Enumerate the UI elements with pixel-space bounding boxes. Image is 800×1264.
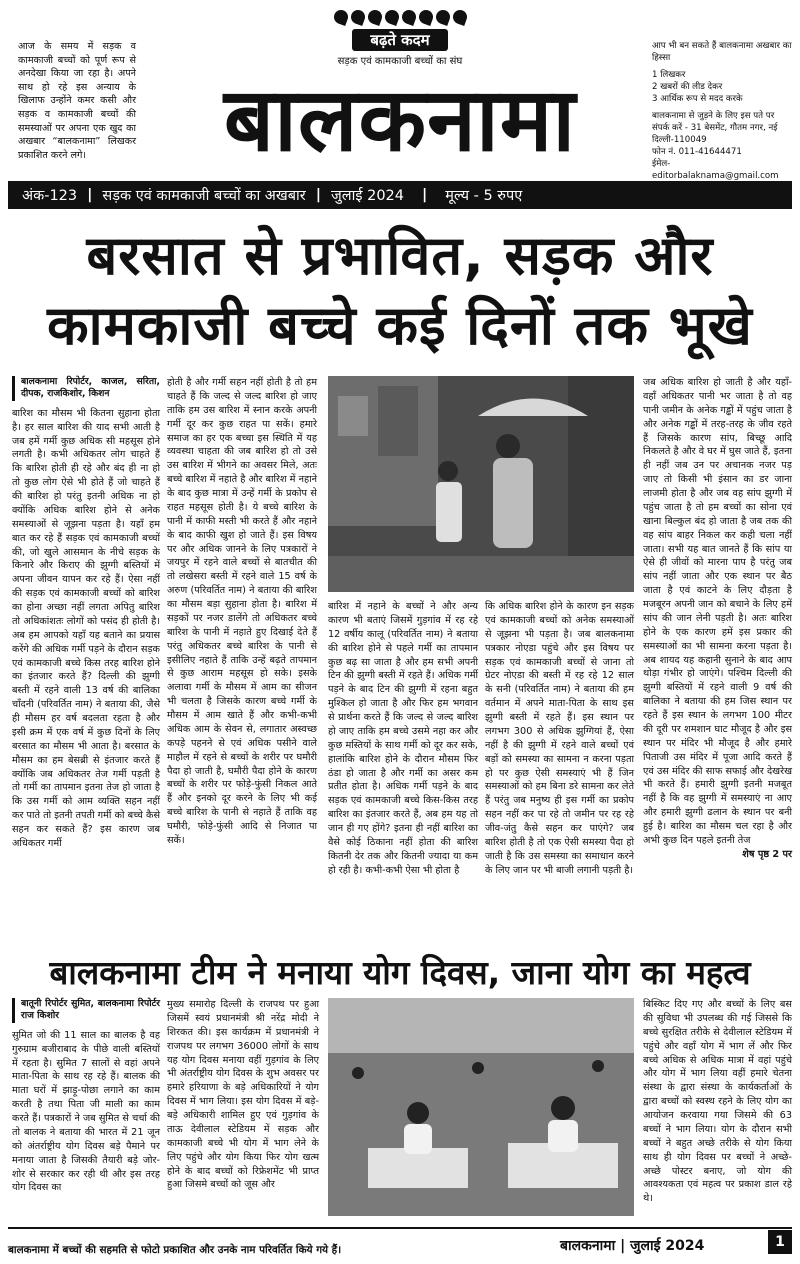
yoga-group-photo — [328, 998, 634, 1216]
story1-col-1 — [12, 376, 160, 851]
continued-note: शेष पृष्ठ 2 पर — [742, 848, 792, 860]
footer-rule — [8, 1227, 792, 1229]
story2-col-1 — [12, 998, 160, 1195]
join-item: 2 खबरों की लीड देकर — [652, 82, 723, 93]
logo-tagline: सड़क एवं कामकाजी बच्चों का संघ — [337, 56, 463, 67]
yoga-headline: बालकनामा टीम ने मनाया योग दिवस, जाना योग का महत्व — [49, 953, 751, 992]
footer-paper: बालकनामा | जुलाई 2024 — [560, 1238, 705, 1254]
story1-text: जब अधिक बारिश हो जाती है और यहाँ-वहाँ अधिकतर पानी भर जाता है तो वह पानी जमीन के अनेक गड्ढों में पहुंच जाता है और अनेक गड्ढों में तरह-तरह के जीव रहते हैं जिसके कारण सांप, बिच्छू आदि निकलते है और वे घर में घुस जाते हैं, इतना ही नहीं जब उन पर अचानक नजर पड़ जाए तो किसी भी इंसान का डर जाना लाजमी होता है और जब वह सांप झुग्गी में पहुंच जाता है तो हम बच्चों का सोना एवं खाना बिल्कुल बंद हो जाता है जब तक की वह सांप बाहर निकल कर कही चला नहीं जाता। सभी यह बात जानते हैं कि सांप या ऐसे ही जीवों को मारना पाप है परंतु जब सांप नहीं जाता और एक स्थान पर बैठ जाता है एवं काटने के लिए दौड़ता है मजबूरन अपनी जान को बचाने के लिए हमें सांप की जान लेनी पड़ती है। अतः बारिश होने के एक कारण हमें इस प्रकार की समस्याओं का भी सामना करना पड़ता है। अब शायद यह कहानी सुनाने के बाद आप थोड़ा गंभीर हो जाएंगे। पश्चिम दिल्ली की झुग्गी बस्तियों में रहने वाली 9 वर्ष की बालिका ने बताया की हम जिस स्थान पर रहते हैं इस स्थान के लगभग 100 मीटर की दूरी पर शमशान घाट मौजूद है और इस स्थान पर मंदिर भी मौजूद है और हमारे पिताजी उस मंदिर में पूजा आदि करते हैं एवं उस मंदिर की साफ सफाई और देखरेख भी करते हैं। हमारी झुग्गी इतनी मजबूत नहीं है कि वह झुग्गी में समस्याएं ना आए और हमारी झुग्गी ढलान के स्थान पर बनी हुई है। बारिश का मौसम चल रहा है और अभी कुछ दिन पहले इतनी तेज — [643, 377, 792, 846]
story1-text: बारिश का मौसम भी कितना सुहाना होता है। हर साल बारिश की याद सभी आती है जब हमें गर्मी कुछ अधिक सी महसूस होने लगती है। कभी अधिकतर लोग चाहते हैं कि बारिश होती ही रहे और बंद ही ना हो तो कुछ लोग ऐसे भी होते हैं जो चाहते हैं की बारिश हो परंतु इतनी अधिक ना हो क्योंकि अधिक बारिश होने से अनेक समस्याओं से जूझना पड़ता है। यहाँ हम बात कर रहे हैं सड़क एवं कामकाजी बच्चों की, जो खुले आसमान के नीचे सड़क के किनारे और किराए की झुग्गी बस्तियों में अपना जीवन यापन कर रहे हैं। ऐसा नहीं की सड़क एवं कामकाजी बच्चों को बारिश का होना अच्छा नहीं लगता अपितु बारिश तो अधिकांशतः लोगों को पसंद ही होती है। अब हम आपको यहाँ यह बताने का प्रयास करेंगे की अधिक गर्मी पड़ने के दौरान सड़क एवं कामकाजी बच्चे किस तरह बारिश होने का इंतजार करते हैं? दिल्ली की झुग्गी बस्ती में रहने वाली 13 वर्ष की बालिका चाँदनी (परिवर्तित नाम) ने बताया की, जैसे ही मौसम हर वर्ष बदलता रहता है और इसी क्रम में एक वर्ष में कुछ दिनों के लिए बरसात का मौसम भी आता है। बरसात के मौसम का हम बेसब्री से इंतजार करते हैं क्योंकि जब अधिकतर तेज गर्मी पड़ती है तो गर्मी का तापमान इतना तेज हो जाता है कि उस गर्मी को आम व्यक्ति सहन नहीं कर पाते तो इतनी तपती गर्मी को बच्चे कैसे सहन कर सकते हैं? इस कारण जब अधिकतर गर्मी — [12, 407, 160, 849]
yoga-photo — [328, 998, 634, 1216]
headline-line-1: बरसात से प्रभावित, सड़क और — [86, 224, 714, 287]
page-number: 1 — [768, 1230, 792, 1254]
contact-email: ईमेल- editorbalaknama@gmail.com — [652, 159, 779, 182]
story1-col-3: बारिश में नहाने के बच्चों ने और अन्य कारण भी बताएं जिसमें गुड़गांव में रह रहे 12 वर्षीय कालू (परिवर्तित नाम) ने बताया की बारिश होने से पहले गर्मी का तापमान कुछ बढ़ सा जाता है और हम सभी अपनी टिन की झुग्गी बस्ती में रहते हैं। अधिक गर्मी पड़ने के बाद टिन की झुग्गी में रहना बहुत मुश्किल हो जाता है और फिर हम भगवान से प्रार्थना करते हैं कि जल्द से जल्द बारिश हो जाए ताकि हम बच्चे उसमे नहा कर और कुछ मस्तियों के साथ गर्मी को दूर कर सके, हालांकि बारिश होने के दौरान मौसम फिर ठंडा हो जाता है और गर्मी का असर कम प्रतीत होता है। अधिक गर्मी पड़ने के बाद सड़क एवं कामकाजी बच्चे किस-किस तरह बारिश का इंतजार करते हैं, अब हम यह तो जान ही गए होंगे? इतना ही नहीं बारिश का वैसे कोई ठिकाना नहीं होता की बारिश कितनी देर तक और कितनी ज्यादा या कम हो रही है। कभी-कभी ऐसा भी होता है — [328, 601, 478, 876]
story2-col-2: मुख्य समारोह दिल्ली के राजपथ पर हुआ जिसमें स्वयं प्रधानमंत्री श्री नरेंद्र मोदी ने शिरकत की। इस कार्यक्रम में प्रधानमंत्री ने राजपथ पर लगभग 36000 लोगों के साथ यह योग दिवस मनाया वहीं गुड़गांव के लिए भी अंतर्राष्ट्रीय योग दिवस के शुभ अवसर पर हमारे हरियाणा के बड़े अधिकारियों ने योग दिवस में भाग लिया। इस योग दिवस में बड़े-बड़े अधिकारी शामिल हुए एवं गुड़गांव के ताऊ देवीलाल स्टेडियम में सड़क और कामकाजी बच्चे भी योग में भाग लेने के लिए पहुंचे और योग किया फिर योग खत्म होने के बाद बच्चों को रिफ्रेशमेंट भी प्राप्त हुआ जिसमे बच्चों को जूस और — [167, 999, 319, 1191]
footer-paper-name: बालकनामा — [560, 1238, 616, 1254]
birds-icon — [300, 10, 500, 28]
headline-line-2: कामकाजी बच्चे कई दिनों तक भूखे — [47, 294, 753, 357]
masthead-title: बालकनामा — [223, 68, 577, 171]
issue-number: अंक-123 — [22, 188, 78, 204]
story1-col-4: कि अधिक बारिश होने के कारण इन सड़क एवं कामकाजी बच्चों को अनेक समस्याओं से जूझना भी पड़ता है। जब बालकनामा पत्रकार नोएडा पहुंचे और इस विषय पर सड़क एवं कामकाजी बच्चों से जाना तो ग्रेटर नोएडा की बस्ती में रह रहे 12 साल के सनी (परिवर्तित नाम) ने बताया की हम वर्तमान में अपने माता-पिता के साथ इस झुग्गी बस्ती में रहते हैं। इस स्थान पर लगभग 300 से अधिक झुग्गियां हैं, ऐसा नहीं है की झुग्गी में रहने वाले बच्चों एवं बड़ों को समस्या का सामना न करना पड़ता हो पर कुछ ऐसी समस्याएं भी हैं जिन समस्याओं को हम बिना डरे सामना कर लेते हैं परंतु जब मनुष्य ही इस गर्मी का प्रकोप सहन नहीं कर पा रहे तो जमीन पर रह रहे जीव-जंतु कैसे सहन कर पाएंगे? जब बारिश होती है तो एक ऐसी समस्या पैदा हो जाती है कि उस समस्या का समाधान करने के लिए जान पर भी बाजी लगानी पड़ती है। — [485, 601, 634, 876]
story1-byline: बालकनामा रिपोर्टर, काजल, सरिता, दीपक, राजकिशोर, किशन — [12, 376, 160, 401]
footer-note: बालकनामा में बच्चों की सहमति से फोटो प्रकाशित और उनके नाम परिवर्तित किये गये हैं। — [8, 1244, 342, 1256]
rain-photo — [328, 376, 634, 592]
logo — [300, 10, 500, 70]
story1-col-5 — [643, 376, 792, 862]
story2-col-3: बिस्किट दिए गए और बच्चों के लिए बस की सुविधा भी उपलब्ध की गई जिससे कि बच्चे सुरक्षित तरीके से देवीलाल स्टेडियम में पहुंचे और वहाँ योग में भाग लें और फिर बच्चे अधिक से अधिक मात्रा में वहां पहुंचे और योग में भाग लिया वहीं हमारे चेतना संस्था के द्वारा संस्था के कार्यकर्ताओं के द्वारा बच्चों को स्वस्थ रहने के लिए योग का आयोजन करवाया गया जिसमे की 63 बच्चों ने भाग लिया। योग के दौरान सभी बच्चों ने बहुत अच्छे तरीके से योग किया साथ ही योग दिवस पर बच्चों ने अच्छे-अच्छे पोस्टर बनाए, जो योग की आवश्यकता एवं महत्व पर प्रकाश डाल रहे थे। — [643, 999, 792, 1205]
issue-strip: अंक-123 | सड़क एवं कामकाजी बच्चों का अखबार | जुलाई 2024 | मूल्य - 5 रुपए — [8, 181, 792, 209]
join-box — [652, 40, 794, 182]
join-item: 3 आर्थिक रूप से मदद करके — [652, 94, 743, 105]
logo-name: बढ़ते कदम — [352, 29, 447, 51]
paper-tagline: सड़क एवं कामकाजी बच्चों का अखबार — [102, 188, 306, 204]
contact-phone: फोन नं. 011-41644471 — [652, 147, 742, 158]
children-umbrella-photo — [328, 376, 634, 592]
contact-address: बालकनामा से जुड़ने के लिए इस पते पर संपर्क करें - 31 बेसमेंट, गौतम नगर, नई दिल्ली-110049 — [652, 111, 778, 146]
intro-box: आज के समय में सड़क व कामकाजी बच्चों को पूर्ण रूप से अनदेखा किया जा रहा है। अपने साथ हो रहे इस अन्याय के खिलाफ उन्होंने कमर कसी और सड़क व कामकाजी बच्चों की समस्याओं पर अपना एक खुद का अखबार “बालकनामा” लिखकर प्रकाशित करने लगे। — [18, 41, 136, 161]
footer-date: जुलाई 2024 — [630, 1238, 705, 1254]
issue-date: जुलाई 2024 — [331, 188, 404, 204]
story1-col-2: होती है और गर्मी सहन नहीं होती है तो हम चाहते हैं कि जल्द से जल्द बारिश हो जाए ताकि हम उस बारिश में स्नान करके अपनी गर्मी दूर कर कुछ राहत पा सकें। हमारे समाज का हर एक बच्चा इस स्थिति में यह व्यवस्था चाहता की जब बारिश हो तो उसे उस बारिश में भीगने का अवसर मिले, अतः बच्चे बारिश में नहाते है और बारिश में नहाने के बाद कुछ मात्रा में उन्हें गर्मी के प्रकोप से राहत महसूस होती है। ये बच्चे बारिश के पानी में काफी मस्ती भी करते हैं और नहाने के बाद काफी खुश हो जाते हैं। इस विषय पर और अधिक जानने के लिए पत्रकारों ने जयपुर में रहने वाले बच्चों से बातचीत की तो लखेसरा बस्ती में रहने वाले 15 वर्ष के अरुण (परिवर्तित नाम) ने बताया की बारिश का मौसम बड़ा सुहाना होता है। बारिश में सड़कों पर नजर डालेंगे तो अधिकतर बच्चे बारिश के पानी में नहाते हुए दिखाई देते हैं परंतु अधिकतर बच्चे बारिश के पानी से इसीलिए नहाते हैं ताकि उन्हें बढ़ते तापमान से कुछ आराम महसूस हो सके। इसके अलावा गर्मी के मौसम में आम का सीजन भी चलता है जिसके कारण बच्चे गर्मी के मौसम में आम खाते हैं और कभी-कभी अधिक आम के सेवन से, लगातार अस्वच्छ कपड़े पहनने से एवं अधिक पसीने वाले माहौल में रहने से बच्चों के शरीर पर घमौरी पैदा हो जाती है, घमौरी पैदा होने के कारण बच्चों के शरीर पर फोड़े-फुंसी निकल आते हैं और इनको दूर करने के लिए भी कई बच्चे बारिश के पानी से नहाते हैं ताकि वह घमौरी, फोड़े-फुंसी आदि से निजात पा सकें। — [167, 377, 317, 846]
story2-byline: बातूनी रिपोर्टर सुमित, बालकनामा रिपोर्टर राज किशोर — [12, 998, 160, 1023]
story2-text: सुमित जो की 11 साल का बालक है वह गुरुग्राम बजीराबाद के पीछे वाली बस्तियों में रहता है। सुमित 7 सालों से वहां अपने माता-पिता के साथ रह रहे हैं। बालक की माता घरों में झाड़ू-पोछा लगाने का काम करती है तथा पिता जी माली का काम करते हैं। पत्रकारों ने जब सुमित से चर्चा की तो बालक ने बताया की भारत में 21 जून को अंतर्राष्ट्रीय योग दिवस बड़े पैमाने पर मनाया जाता है जिसकी तैयारी बड़े जोर-शोर से सरकार कर रही थी और इस तरह योग दिवस का — [12, 1029, 160, 1194]
price: मूल्य - 5 रुपए — [445, 188, 523, 204]
join-title: आप भी बन सकते हैं बालकनामा अखबार का हिस्सा — [652, 41, 792, 64]
join-item: 1 लिखकर — [652, 70, 686, 81]
